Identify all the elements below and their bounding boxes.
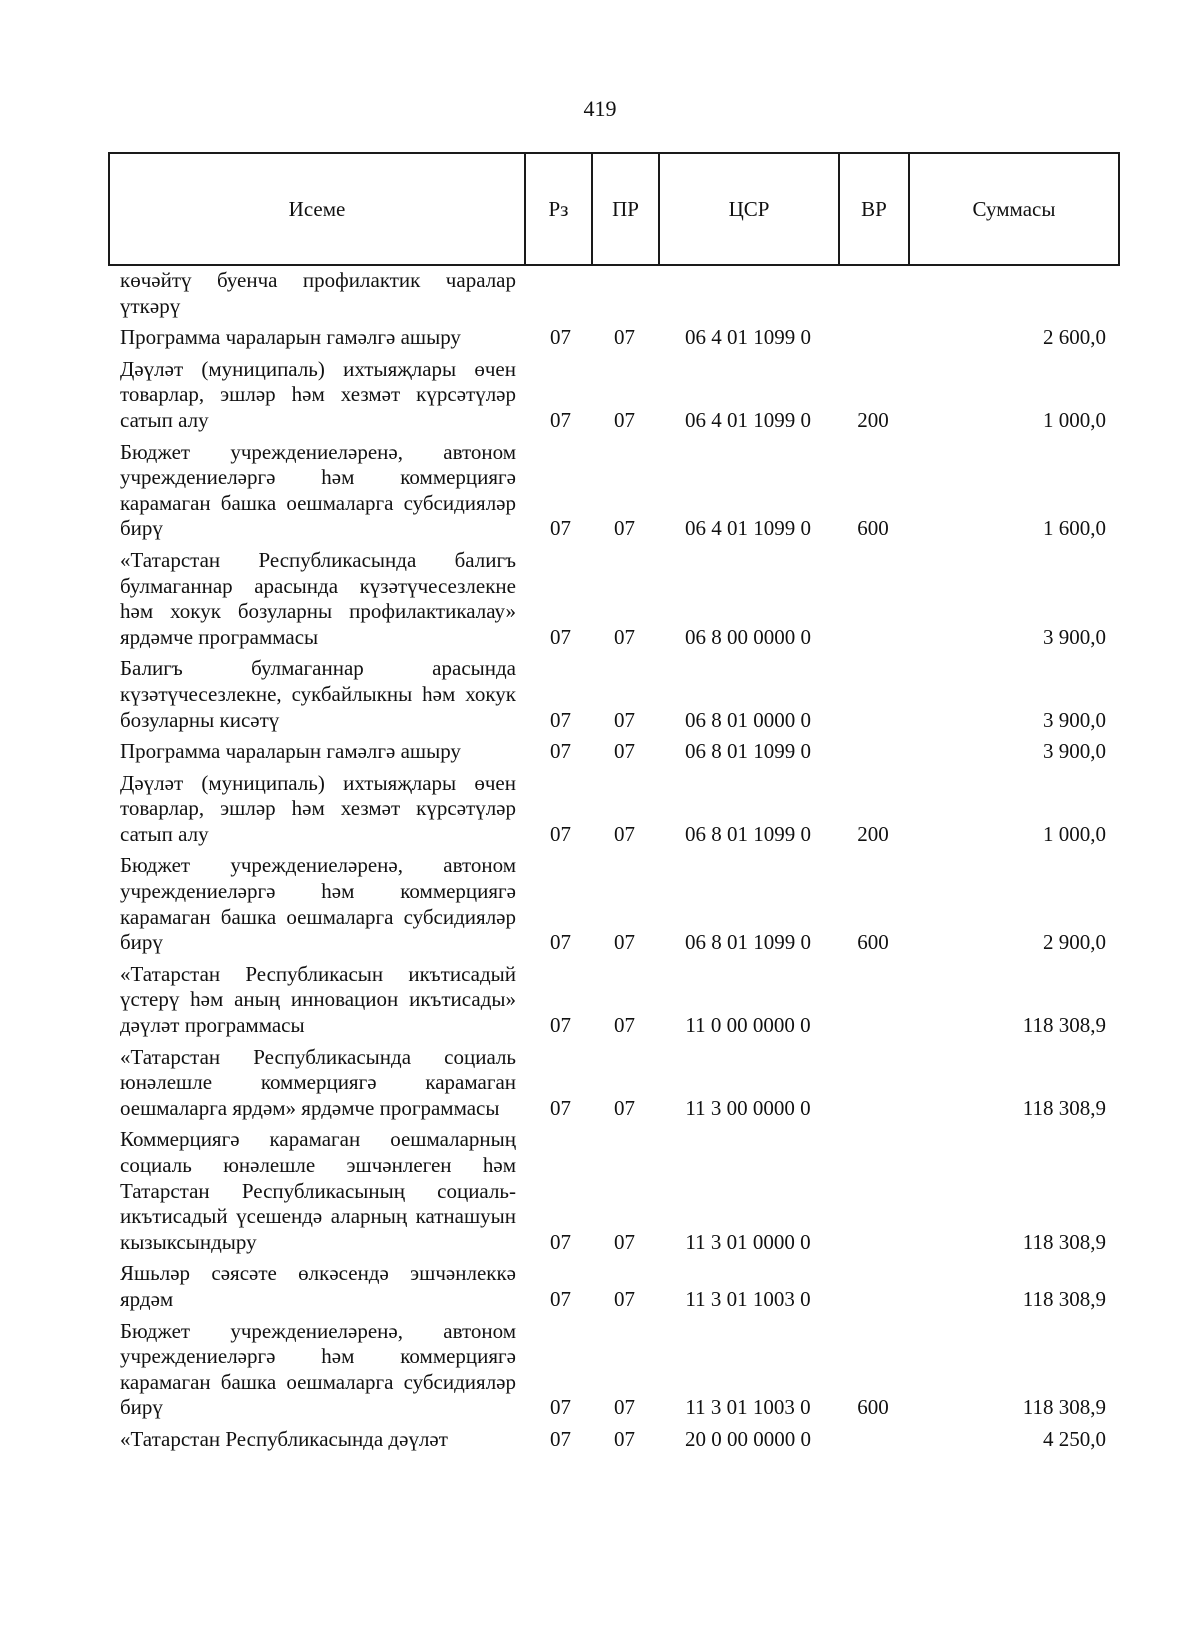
column-header-sum: Суммасы: [909, 153, 1119, 265]
row-pr-cell: 07: [614, 930, 635, 955]
row-rz-cell: 07: [550, 516, 571, 541]
row-csr-cell: 06 8 01 1099 0: [685, 739, 811, 764]
row-csr-cell: 11 0 00 0000 0: [685, 1013, 811, 1038]
column-header-vr: ВР: [839, 153, 909, 265]
table-row: [108, 268, 1118, 319]
row-name-cell: Программа чараларын гамәлгә ашыру: [120, 739, 461, 764]
row-vr-cell: 600: [857, 930, 889, 955]
row-vr-cell: 200: [857, 821, 889, 846]
row-sum-cell: 118 308,9: [1022, 1286, 1106, 1311]
row-csr-cell: 20 0 00 0000 0: [685, 1426, 811, 1451]
row-csr-cell: 06 8 01 1099 0: [685, 821, 811, 846]
row-pr-cell: 07: [614, 624, 635, 649]
row-rz-cell: 07: [550, 930, 571, 955]
table-header: [108, 152, 1120, 266]
row-pr-cell: 07: [614, 516, 635, 541]
row-sum-cell: 3 900,0: [1043, 707, 1106, 732]
row-name-cell: «Татарстан Республикасын икътисадый үстерү һәм аның инновацион икътисады» дәүләт программасы: [120, 961, 516, 1038]
row-rz-cell: 07: [550, 1395, 571, 1420]
row-csr-cell: 06 4 01 1099 0: [685, 407, 811, 432]
row-pr-cell: 07: [614, 739, 635, 764]
row-csr-cell: 06 4 01 1099 0: [685, 516, 811, 541]
row-sum-cell: 3 900,0: [1043, 624, 1106, 649]
row-name-cell: Дәүләт (муниципаль) ихтыяҗлары өчен товарлар, эшләр һәм хезмәт күрсәтүләр сатып алу: [120, 356, 516, 432]
row-pr-cell: 07: [614, 707, 635, 732]
row-rz-cell: 07: [550, 407, 571, 432]
row-name-cell: «Татарстан Республикасында дәүләт: [120, 1426, 448, 1451]
row-pr-cell: 07: [614, 407, 635, 432]
row-name-cell: «Татарстан Республикасында балигъ булмаганнар арасында күзәтүчесезлекне һәм хокук бозуларны профилактикалау» ярдәмче программасы: [120, 547, 516, 649]
row-name-cell: Балигъ булмаганнар арасында күзәтүчесезлекне, сукбайлыкны һәм хокук бозуларны кисәтү: [120, 656, 516, 732]
row-csr-cell: 11 3 01 0000 0: [685, 1229, 811, 1254]
row-csr-cell: 11 3 00 0000 0: [685, 1095, 811, 1120]
column-header-pr: ПР: [592, 153, 659, 265]
row-name-cell: Коммерциягә карамаган оешмаларның социаль юнәлешле эшчәнлеген һәм Татарстан Республикасының социаль-икътисадый үсешендә аларның катнашуын кызыксындыру: [120, 1127, 516, 1254]
row-name-cell: Бюджет учреждениеләренә, автоном учреждениеләргә һәм коммерциягә карамаган башка оешмаларга субсидияләр бирү: [120, 853, 516, 955]
table-row: [108, 771, 1118, 848]
row-rz-cell: 07: [550, 325, 571, 350]
row-sum-cell: 118 308,9: [1022, 1095, 1106, 1120]
row-sum-cell: 2 900,0: [1043, 930, 1106, 955]
column-header-name: Исеме: [109, 153, 525, 265]
row-pr-cell: 07: [614, 1013, 635, 1038]
row-rz-cell: 07: [550, 707, 571, 732]
row-name-cell: «Татарстан Республикасында социаль юнәлешле коммерциягә карамаган оешмаларга ярдәм» ярдәмче программасы: [120, 1044, 516, 1120]
row-vr-cell: 600: [857, 1395, 889, 1420]
row-rz-cell: 07: [550, 1013, 571, 1038]
row-sum-cell: 4 250,0: [1043, 1426, 1106, 1451]
table-row: [108, 739, 1118, 765]
row-csr-cell: 11 3 01 1003 0: [685, 1286, 811, 1311]
row-csr-cell: 06 8 00 0000 0: [685, 624, 811, 649]
table-row: [108, 440, 1118, 542]
row-name-cell: Дәүләт (муниципаль) ихтыяҗлары өчен товарлар, эшләр һәм хезмәт күрсәтүләр сатып алу: [120, 770, 516, 846]
table-row: [108, 1319, 1118, 1421]
row-rz-cell: 07: [550, 624, 571, 649]
row-pr-cell: 07: [614, 1229, 635, 1254]
row-csr-cell: 06 8 01 1099 0: [685, 930, 811, 955]
row-vr-cell: 200: [857, 407, 889, 432]
row-name-cell: Программа чараларын гамәлгә ашыру: [120, 325, 461, 350]
table-row: [108, 548, 1118, 650]
row-sum-cell: 118 308,9: [1022, 1013, 1106, 1038]
row-pr-cell: 07: [614, 325, 635, 350]
row-sum-cell: 1 600,0: [1043, 516, 1106, 541]
row-pr-cell: 07: [614, 1426, 635, 1451]
row-rz-cell: 07: [550, 1229, 571, 1254]
row-pr-cell: 07: [614, 1395, 635, 1420]
row-name-cell: Яшьләр сәясәте өлкәсендә эшчәнлеккә ярдәм: [120, 1261, 516, 1311]
row-csr-cell: 11 3 01 1003 0: [685, 1395, 811, 1420]
row-pr-cell: 07: [614, 821, 635, 846]
table-row: [108, 1261, 1118, 1312]
column-header-csr: ЦСР: [659, 153, 839, 265]
row-name-cell: Бюджет учреждениеләренә, автоном учреждениеләргә һәм коммерциягә карамаган башка оешмаларга субсидияләр бирү: [120, 439, 516, 541]
table-row: [108, 1045, 1118, 1122]
row-name-cell: Бюджет учреждениеләренә, автоном учреждениеләргә һәм коммерциягә карамаган башка оешмаларга субсидияләр бирү: [120, 1318, 516, 1420]
table-row: [108, 853, 1118, 955]
row-csr-cell: 06 8 01 0000 0: [685, 707, 811, 732]
row-sum-cell: 1 000,0: [1043, 821, 1106, 846]
row-pr-cell: 07: [614, 1095, 635, 1120]
row-sum-cell: 118 308,9: [1022, 1395, 1106, 1420]
row-sum-cell: 1 000,0: [1043, 407, 1106, 432]
column-header-rz: Рз: [525, 153, 592, 265]
row-pr-cell: 07: [614, 1286, 635, 1311]
page-number: 419: [583, 96, 617, 121]
table-row: [108, 1427, 1118, 1453]
table-row: [108, 962, 1118, 1039]
row-rz-cell: 07: [550, 1286, 571, 1311]
row-sum-cell: 3 900,0: [1043, 739, 1106, 764]
table-row: [108, 357, 1118, 434]
row-rz-cell: 07: [550, 1426, 571, 1451]
table-row: [108, 656, 1118, 733]
row-rz-cell: 07: [550, 1095, 571, 1120]
row-sum-cell: 118 308,9: [1022, 1229, 1106, 1254]
row-name-cell: көчәйтү буенча профилактик чаралар үткәрү: [120, 268, 516, 318]
table-row: [108, 325, 1118, 351]
table-row: [108, 1127, 1118, 1255]
row-csr-cell: 06 4 01 1099 0: [685, 325, 811, 350]
table-body: [108, 268, 1118, 1459]
row-sum-cell: 2 600,0: [1043, 325, 1106, 350]
row-rz-cell: 07: [550, 739, 571, 764]
row-vr-cell: 600: [857, 516, 889, 541]
row-rz-cell: 07: [550, 821, 571, 846]
